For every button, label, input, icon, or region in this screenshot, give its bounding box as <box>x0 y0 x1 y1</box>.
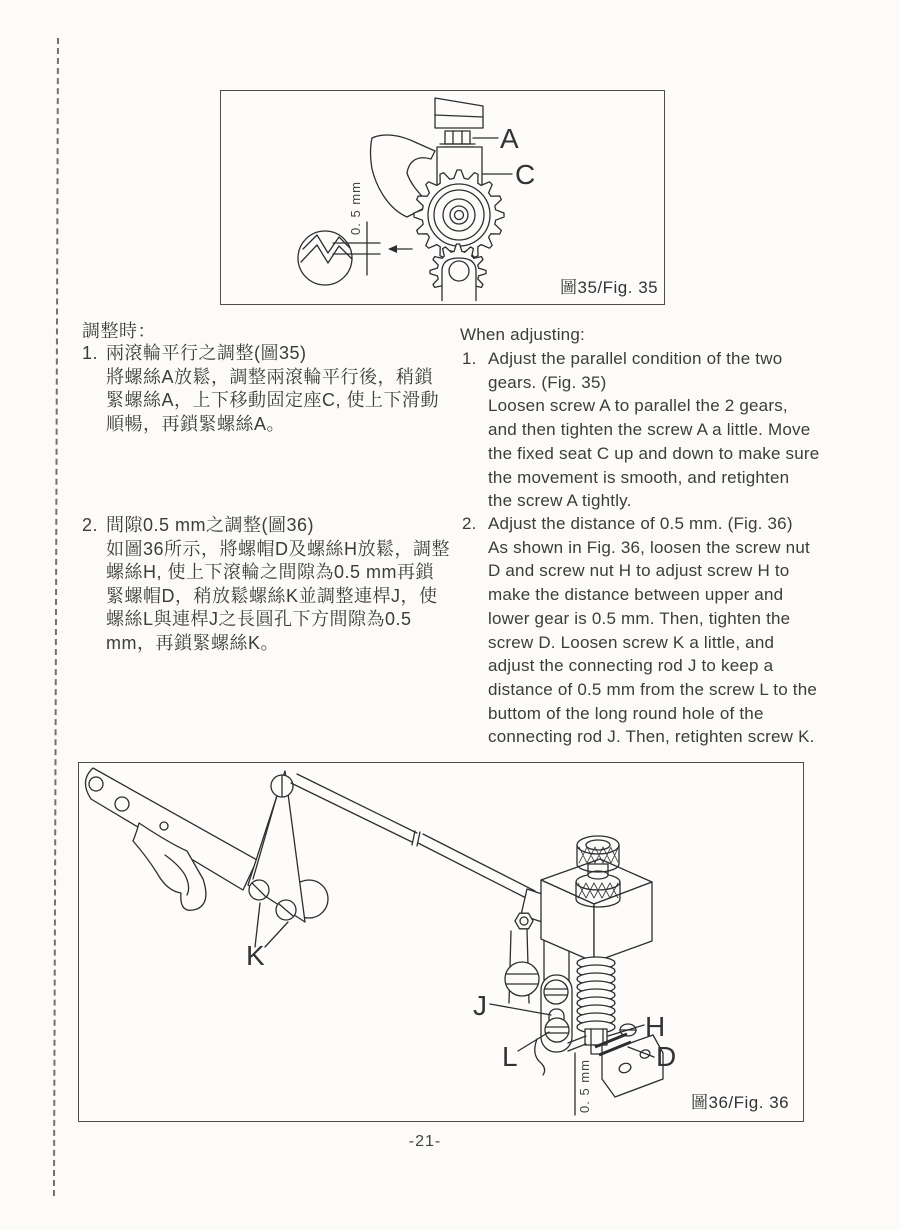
fig36-caption: 圖36/Fig. 36 <box>691 1093 790 1112</box>
label-j <box>473 990 551 1021</box>
svg-text:K: K <box>246 940 265 971</box>
page-number: -21- <box>408 1133 442 1150</box>
upper-bracket <box>435 98 483 128</box>
item-number: 2. <box>82 515 99 535</box>
coil-spring <box>577 957 615 1033</box>
item-lines: 間隙0.5 mm之調整(圖36) 如圖36所示，將螺帽D及螺絲H放鬆，調整 螺絲H, 使上下滾輪之間隙為0.5 mm再鎖 緊螺帽D，稍放鬆螺絲K並調整連桿J，使 螺絲L與連桿J之長圓孔下方間隙為0.5 mm，再鎖緊螺絲K。 <box>106 515 451 653</box>
large-slotted-screw <box>505 962 539 996</box>
svg-text:L: L <box>502 1041 518 1072</box>
en-heading: When adjusting: <box>460 325 585 344</box>
label-d <box>628 1041 676 1072</box>
dimension-0-5mm <box>568 1036 592 1115</box>
connecting-rod-long <box>291 774 535 900</box>
svg-text:J: J <box>473 990 487 1021</box>
item-number: 2. <box>462 514 477 533</box>
fig35-caption: 圖35/Fig. 35 <box>560 278 659 297</box>
item-lines: 兩滾輪平行之調整(圖35) 將螺絲A放鬆，調整兩滾輪平行後，稍鎖 緊螺絲A，上下移動固定座C, 使上下滑動 順暢，再鎖緊螺絲A。 <box>106 343 440 434</box>
dim-label-0-5mm: 0. 5 mm <box>577 1059 592 1113</box>
item-number: 1. <box>82 343 99 363</box>
en-item-1 <box>462 347 819 513</box>
fig35-drawing <box>221 91 661 301</box>
bracket-d <box>595 1034 663 1097</box>
svg-text:H: H <box>645 1011 666 1042</box>
tooth-gap-detail-circle <box>298 231 352 285</box>
dim-label-0-5mm: 0. 5 mm <box>348 181 363 235</box>
zh-heading: 調整時： <box>82 321 156 341</box>
item-number: 1. <box>462 349 477 368</box>
screw-a <box>440 131 475 147</box>
svg-text:D: D <box>656 1041 677 1072</box>
zh-item-2 <box>82 514 450 655</box>
item-lines: Adjust the parallel condition of the two gears. (Fig. 35) Loosen screw A to parallel the 2 gears, and then tighten the screw A a little. Move the fixed seat C up and down to make sure the movement is smooth, and retighten the screw A tightly. <box>488 349 820 511</box>
item-lines: Adjust the distance of 0.5 mm. (Fig. 36) As shown in Fig. 36, loosen the screw nut D and screw nut H to adjust screw H to make the distance between upper and lower gear is 0.5 mm. Then, tighten the screw D. Loosen screw K a little, and adjust the connecting rod J to keep a distance of 0.5 mm from the screw L to the buttom of the long round hole of the connecting rod J. Then, retighten screw K. <box>488 514 818 747</box>
figure-36 <box>78 762 804 1122</box>
connecting-rod-j <box>535 975 572 1075</box>
svg-text:A: A <box>500 123 519 154</box>
figure-35 <box>220 90 665 305</box>
zh-item-1 <box>82 342 439 436</box>
binding-edge-dashed-line <box>53 38 59 1196</box>
svg-text:C: C <box>515 159 536 190</box>
fig36-drawing <box>79 763 800 1118</box>
en-item-2 <box>462 512 817 749</box>
